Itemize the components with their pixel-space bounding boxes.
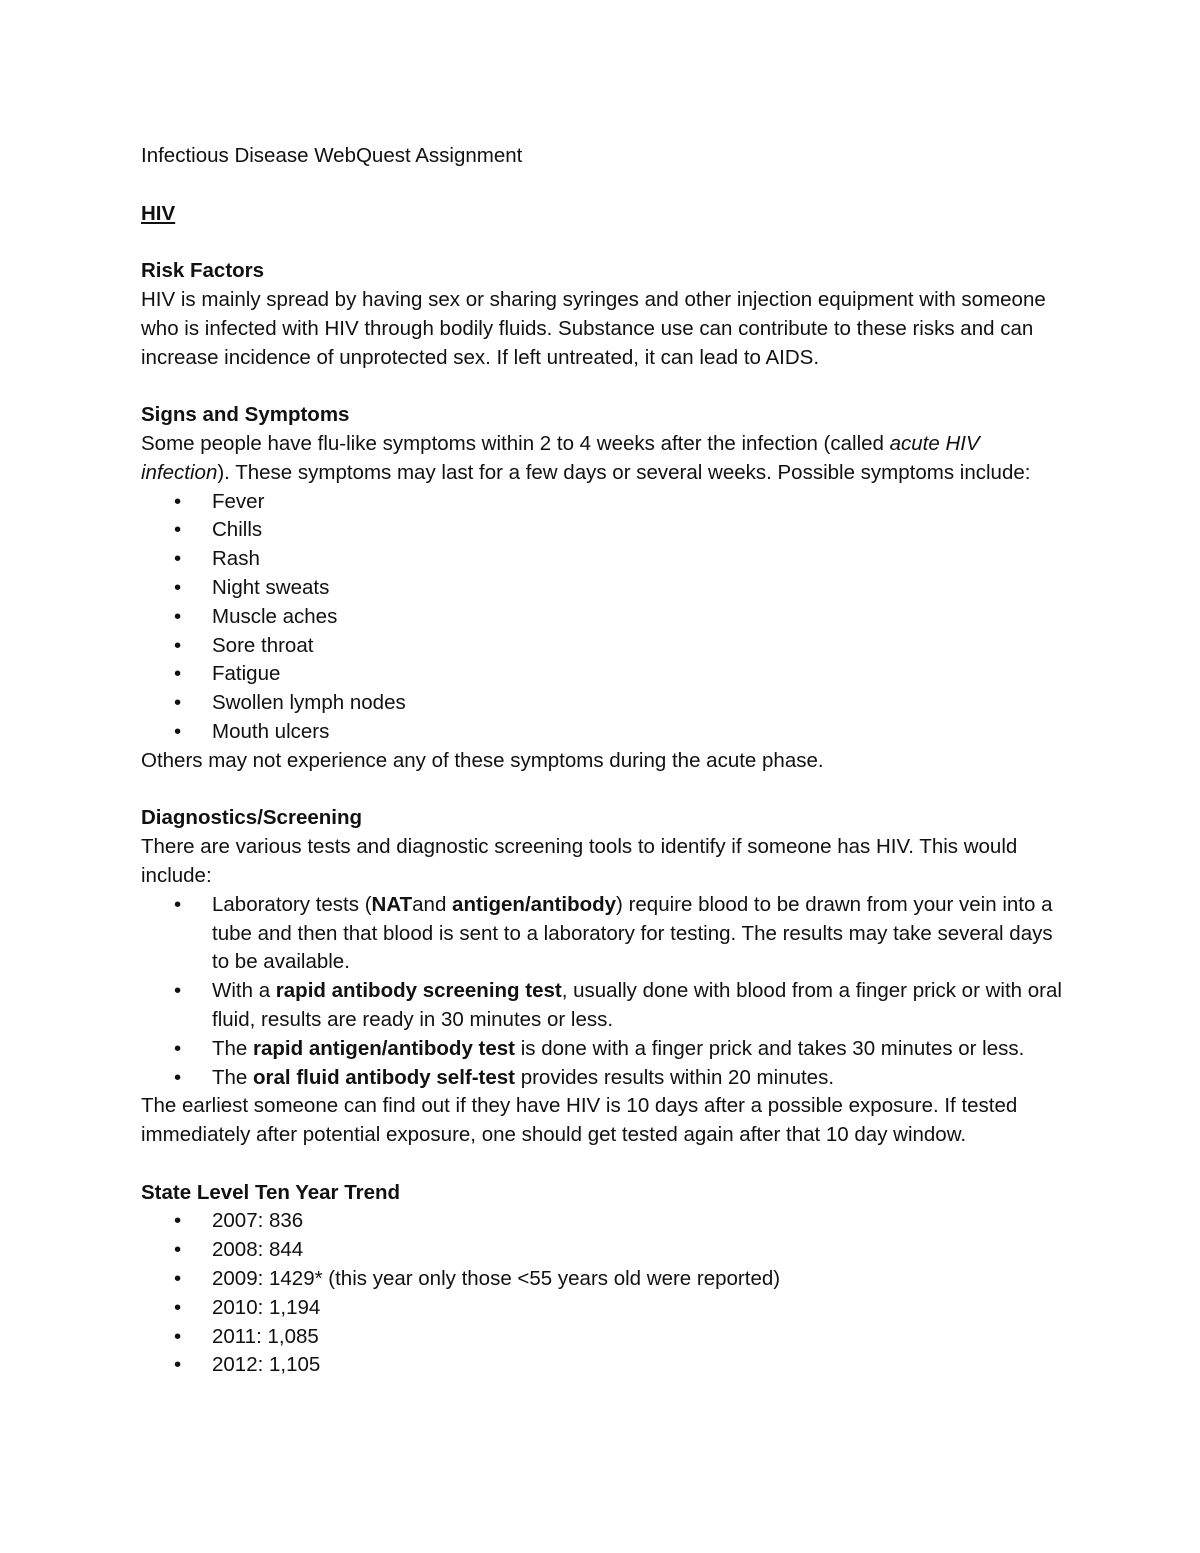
list-item: • 2012: 1,105 bbox=[141, 1351, 1071, 1380]
list-item: • 2010: 1,194 bbox=[141, 1294, 1071, 1323]
diagnostics-intro: There are various tests and diagnostic screening tools to identify if someone has HIV. This would include: bbox=[141, 835, 1018, 887]
list-item: • With a rapid antibody screening test, usually done with blood from a finger prick or with oral fluid, results are ready in 30 minutes or less. bbox=[141, 977, 1071, 1035]
list-item: • Sore throat bbox=[141, 632, 1071, 661]
list-item: • Laboratory tests (NATand antigen/antibody) require blood to be drawn from your vein into a tube and then that blood is sent to a laboratory for testing. The results may take several days to be available. bbox=[141, 891, 1071, 977]
document-title: Infectious Disease WebQuest Assignment bbox=[141, 144, 523, 167]
trend-heading: State Level Ten Year Trend bbox=[141, 1180, 401, 1204]
symptom-list bbox=[141, 488, 1071, 747]
list-item: • Rash bbox=[141, 545, 1071, 574]
diagnostics-heading: Diagnostics/Screening bbox=[141, 806, 363, 830]
document-page bbox=[141, 142, 1071, 1380]
list-item: • Fatigue bbox=[141, 660, 1071, 689]
list-item: • The oral fluid antibody self-test provides results within 20 minutes. bbox=[141, 1064, 1071, 1093]
diagnostics-outro: The earliest someone can find out if they have HIV is 10 days after a possible exposure. If tested immediately after potential exposure, one should get tested again after that 10 day window. bbox=[141, 1094, 1018, 1147]
risk-factors-text: HIV is mainly spread by having sex or sharing syringes and other injection equipment with someone who is infected with HIV through bodily fluids. Substance use can contribute to these risks and can increase incidence of unprotected sex. If left untreated, it can lead to AIDS. bbox=[141, 287, 1046, 369]
list-item: • 2009: 1429* (this year only those <55 years old were reported) bbox=[141, 1265, 1071, 1294]
list-item: • Night sweats bbox=[141, 574, 1071, 603]
signs-symptoms-heading: Signs and Symptoms bbox=[141, 403, 350, 427]
diagnostics-list bbox=[141, 891, 1071, 1093]
risk-factors-heading: Risk Factors bbox=[141, 259, 265, 283]
list-item: • 2007: 836 bbox=[141, 1207, 1071, 1236]
list-item: • 2008: 844 bbox=[141, 1236, 1071, 1265]
signs-symptoms-intro: Some people have flu-like symptoms within 2 to 4 weeks after the infection (called acute HIV infection). These symptoms may last for a few days or several weeks. Possible symptoms include: bbox=[141, 431, 1031, 484]
list-item: • Fever bbox=[141, 488, 1071, 517]
list-item: • Mouth ulcers bbox=[141, 718, 1071, 747]
list-item: • Swollen lymph nodes bbox=[141, 689, 1071, 718]
list-item: • 2011: 1,085 bbox=[141, 1323, 1071, 1352]
trend-list bbox=[141, 1207, 1071, 1380]
list-item: • Muscle aches bbox=[141, 603, 1071, 632]
disease-heading: HIV bbox=[141, 201, 176, 225]
list-item: • Chills bbox=[141, 516, 1071, 545]
list-item: • The rapid antigen/antibody test is done with a finger prick and takes 30 minutes or less. bbox=[141, 1035, 1071, 1064]
signs-symptoms-outro: Others may not experience any of these symptoms during the acute phase. bbox=[141, 748, 824, 772]
